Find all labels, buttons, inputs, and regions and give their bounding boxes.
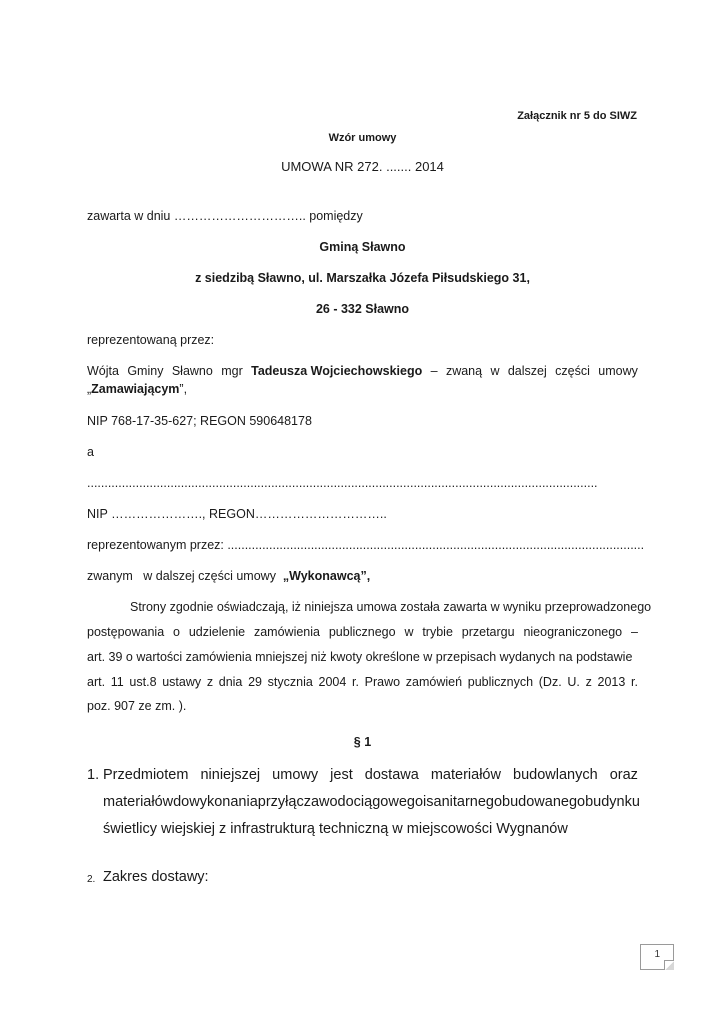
word: 29	[248, 675, 262, 689]
word: nieograniczonego	[523, 625, 623, 639]
word: Przedmiotem	[103, 767, 189, 783]
word: dostawa	[364, 767, 419, 783]
word: (Dz.	[538, 675, 562, 689]
page-number: 1	[654, 949, 660, 960]
item-2-number: 2.	[87, 874, 96, 885]
word: budynku	[585, 794, 640, 810]
contractor-dotted-line: ...................................................................................................................................................	[87, 476, 598, 490]
word: wykonania	[189, 794, 258, 810]
word: zamówień	[405, 675, 463, 689]
word: Gminy	[127, 364, 164, 378]
word: r.	[631, 675, 638, 689]
word: dalszej	[507, 364, 547, 378]
word: budowanego	[502, 794, 586, 810]
quote-close: ”,	[179, 382, 188, 396]
word: w	[490, 364, 500, 378]
template-label: Wzór umowy	[328, 132, 397, 144]
word: Sławno	[171, 364, 213, 378]
word: 2004	[318, 675, 347, 689]
word: postępowania	[87, 625, 165, 639]
word: przetargu	[461, 625, 515, 639]
word: ustawy	[162, 675, 202, 689]
section-heading: § 1	[353, 735, 372, 749]
party1-address: z siedzibą Sławno, ul. Marszałka Józefa Piłsudskiego 31,	[195, 271, 530, 285]
and-word: a	[87, 445, 94, 459]
word: zamówienia	[253, 625, 320, 639]
word: przyłącza	[257, 794, 320, 810]
word: materiałów	[430, 767, 501, 783]
word: art.	[87, 675, 106, 689]
contractor-designation	[87, 568, 370, 584]
word: z	[206, 675, 214, 689]
word: wodociągowego	[319, 794, 424, 810]
word: Wójta	[87, 364, 119, 378]
word: niniejszej	[200, 767, 261, 783]
item-1-line-1	[103, 765, 638, 785]
word: oraz	[609, 767, 638, 783]
word: o	[173, 625, 180, 639]
word: mgr	[221, 364, 243, 378]
preamble-line-5: poz. 907 ze zm. ).	[87, 699, 187, 713]
party1-name: Gminą Sławno	[319, 240, 406, 254]
word: ust.8	[129, 675, 157, 689]
word: publicznego	[328, 625, 396, 639]
preamble-line-1: Strony zgodnie oświadczają, iż niniejsza umowa została zawarta w wyniku przeprowadzonego	[130, 600, 652, 614]
word: 2013	[597, 675, 626, 689]
preamble-line-3: art. 39 o wartości zamówienia mniejszej niż kwoty określone w przepisach wydanych na podstawie	[87, 650, 633, 664]
word: materiałów	[103, 794, 174, 810]
word: stycznia	[267, 675, 313, 689]
word: udzielenie	[188, 625, 246, 639]
word: 11	[110, 675, 124, 689]
preamble-line-4	[87, 674, 638, 690]
concluded-on-line: zawarta w dniu ………………………….. pomiędzy	[87, 209, 363, 223]
party1-postcode: 26 - 332 Sławno	[315, 302, 410, 316]
word: do	[173, 794, 190, 810]
word: Prawo	[364, 675, 401, 689]
attachment-label: Załącznik nr 5 do SIWZ	[517, 110, 637, 122]
word: –	[631, 625, 638, 639]
word: umowy	[598, 364, 638, 378]
word: umowy	[272, 767, 319, 783]
page-curl-icon	[664, 960, 674, 970]
contractor-represented: reprezentowanym przez: ........................................................................................................................	[87, 538, 645, 552]
item-1-line-3: świetlicy wiejskiej z infrastrukturą techniczną w miejscowości Wygnanów	[103, 821, 568, 837]
contract-title: UMOWA NR 272. ....... 2014	[281, 159, 444, 174]
item-1-line-2	[103, 792, 638, 812]
quote-open: „	[87, 382, 92, 396]
item-2-text: Zakres dostawy:	[103, 869, 209, 885]
word: w	[404, 625, 414, 639]
word: jest	[330, 767, 353, 783]
nip-regon-line: NIP 768-17-35-627; REGON 590648178	[87, 414, 312, 428]
preamble-line-2	[87, 624, 638, 640]
employer-designation	[87, 381, 187, 397]
represented-by-label: reprezentowaną przez:	[87, 333, 215, 347]
mayor-name: Tadeusza Wojciechowskiego	[251, 364, 423, 378]
word: r.	[352, 675, 359, 689]
employer-term: Zamawiającym	[91, 382, 180, 396]
word: –	[430, 364, 438, 378]
word: i	[423, 794, 427, 810]
word: z	[585, 675, 592, 689]
word: sanitarnego	[426, 794, 503, 810]
word: publicznych	[467, 675, 534, 689]
word: dnia	[218, 675, 243, 689]
contractor-nip-regon: NIP …………………., REGON…………………………..	[87, 507, 387, 521]
page-number-box	[640, 944, 674, 970]
contractor-term: „Wykonawcą”,	[282, 569, 371, 583]
word: trybie	[422, 625, 453, 639]
contractor-called-text: zwanym w dalszej części umowy	[87, 569, 283, 583]
word: U.	[567, 675, 580, 689]
word: zwaną	[445, 364, 483, 378]
mayor-line	[87, 363, 638, 379]
word: części	[555, 364, 590, 378]
item-1-number: 1.	[87, 767, 100, 783]
word: budowlanych	[513, 767, 598, 783]
